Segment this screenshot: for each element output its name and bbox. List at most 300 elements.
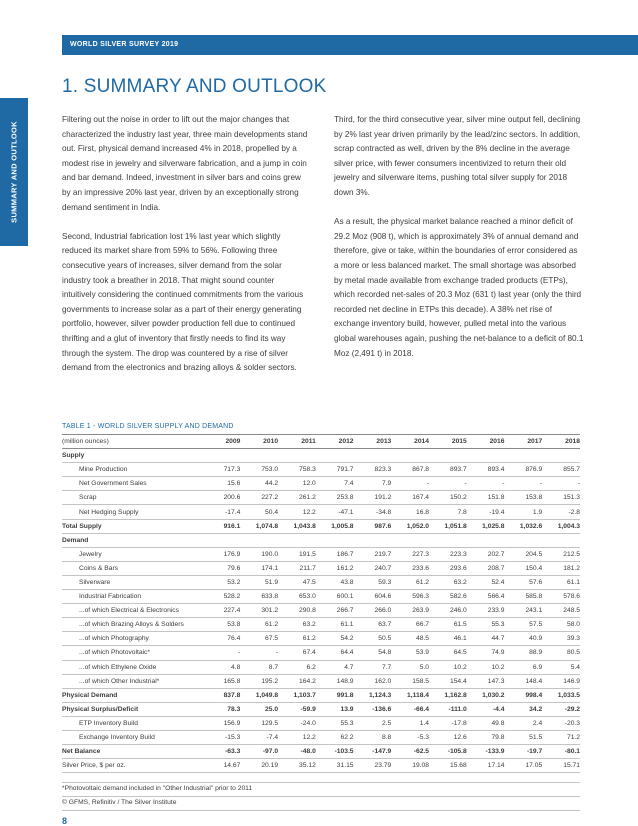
table-row xyxy=(62,632,580,646)
year-header: 2010 xyxy=(263,438,279,446)
table-cell: 253.8 xyxy=(336,494,354,502)
table-cell: 266.0 xyxy=(374,607,392,615)
table-cell: 44.2 xyxy=(265,480,279,488)
table-cell: 31.15 xyxy=(336,762,354,770)
table-cell: 61.2 xyxy=(265,621,279,629)
table-cell: 63.2 xyxy=(302,621,316,629)
table-cell: 186.7 xyxy=(336,550,354,558)
table-cell: 791.7 xyxy=(336,466,354,474)
table-row xyxy=(62,590,580,604)
divider xyxy=(62,782,580,783)
table-cell: 66.7 xyxy=(415,621,429,629)
table-cell: 855.7 xyxy=(563,466,580,474)
table-body xyxy=(62,449,580,773)
table-cell: 153.8 xyxy=(525,494,543,502)
row-label: ...of which Photovoltaic* xyxy=(79,649,150,657)
table-cell: 7.9 xyxy=(381,480,392,488)
table-cell xyxy=(504,533,542,547)
table-cell xyxy=(467,449,505,463)
table-cell: 243.1 xyxy=(525,607,543,615)
table-cell: 1,004.3 xyxy=(557,522,580,530)
table-row xyxy=(62,491,580,505)
table-cell: 55.3 xyxy=(491,621,505,629)
table-cell: 51.5 xyxy=(529,734,543,742)
table-cell xyxy=(278,449,316,463)
table-cell: 16.8 xyxy=(415,508,429,516)
table-cell: 233.9 xyxy=(487,607,505,615)
table-cell: 61.5 xyxy=(453,621,467,629)
table-cell: 49.8 xyxy=(491,719,505,727)
table-cell: 998.4 xyxy=(525,691,543,699)
table-row xyxy=(62,730,580,744)
table-cell: 176.9 xyxy=(223,550,241,558)
table-cell: -5.3 xyxy=(417,734,429,742)
table-cell xyxy=(504,449,542,463)
table-cell: 64.4 xyxy=(340,649,354,657)
table-cell: 148.4 xyxy=(525,677,543,685)
table-cell: 991.8 xyxy=(336,691,354,699)
table-cell: 151.8 xyxy=(487,494,505,502)
table-cell: 604.6 xyxy=(374,593,392,601)
row-label: ...of which Ethylene Oxide xyxy=(79,663,157,671)
table-row xyxy=(62,745,580,759)
table-cell: 582.6 xyxy=(449,593,467,601)
table-cell: - xyxy=(464,480,467,488)
table-cell: -105.8 xyxy=(447,748,467,756)
table-cell: 208.7 xyxy=(487,564,505,572)
table-cell: 5.4 xyxy=(570,663,580,671)
year-header: 2013 xyxy=(376,438,392,446)
table-cell: 202.7 xyxy=(487,550,505,558)
year-header: 2016 xyxy=(489,438,505,446)
table-cell: 17.14 xyxy=(487,762,505,770)
table-cell: 528.2 xyxy=(223,593,241,601)
table-row xyxy=(62,575,580,589)
paragraph: Second, Industrial fabrication lost 1% last year which slightly reduced its market share from 59% to 56%. Following three consecutive years of increases, silver demand from the solar industry took a breather in 2018. That might sound counter intuitively considering the continued commitments from the various governments to increase solar as a part of their energy generating portfolio, however, silver powder production fell due to continued thrifting and a glut of inventory that firstly needs to find its way through the system. The drop was countered by a rise of silver demand from the electronics and brazing alloys & solder sectors. xyxy=(62,231,304,373)
table-cell: -59.9 xyxy=(300,705,316,713)
table-cell: 151.3 xyxy=(563,494,580,502)
table-cell xyxy=(542,449,580,463)
table-cell xyxy=(278,533,316,547)
table-cell: 1,049.8 xyxy=(255,691,279,699)
table-cell: 893.4 xyxy=(487,466,505,474)
year-header: 2014 xyxy=(414,438,429,446)
table-cell: 47.5 xyxy=(302,578,316,586)
table-cell: 64.5 xyxy=(453,649,467,657)
table-cell: 190.0 xyxy=(261,550,279,558)
table-row xyxy=(62,759,580,773)
table-cell: 293.6 xyxy=(449,564,467,572)
table-cell xyxy=(391,449,429,463)
row-label: Silverware xyxy=(79,578,111,586)
table-cell: 585.8 xyxy=(525,593,543,601)
table-cell: 4.8 xyxy=(231,663,241,671)
table-cell: -29.2 xyxy=(564,705,580,713)
table-cell: 12.6 xyxy=(453,734,467,742)
table-cell: 1,043.8 xyxy=(293,522,316,530)
row-label: Physical Demand xyxy=(62,691,118,699)
paragraph: Filtering out the noise in order to lift out the major changes that characterized the industry last year, three main developments stand out. First, physical demand increased 4% in 2018, propelled by a modest rise in jewelry and silverware fabrication, and a jump in coin and bar demand. Indeed, investment in silver bars and coins grew by an impressive 20% last year, driven by an exceptionally strong demand sentiment in India. xyxy=(62,115,308,212)
table-cell: 7.8 xyxy=(457,508,467,516)
table-cell: 53.9 xyxy=(415,649,429,657)
row-label: Net Hedging Supply xyxy=(79,508,139,516)
table-cell: -147.9 xyxy=(372,748,392,756)
table-cell: 62.2 xyxy=(340,734,354,742)
table-cell xyxy=(316,449,354,463)
table-title: TABLE 1 - WORLD SILVER SUPPLY AND DEMAND xyxy=(62,423,234,430)
table-cell: -17.4 xyxy=(225,508,241,516)
table-cell: 893.7 xyxy=(449,466,467,474)
table-cell: 191.5 xyxy=(299,550,316,558)
table-cell: 219.7 xyxy=(374,550,392,558)
table-cell: -103.5 xyxy=(334,748,354,756)
row-label: ...of which Other Industrial* xyxy=(79,677,160,685)
table-cell: 52.4 xyxy=(491,578,505,586)
table-cell: 61.1 xyxy=(566,578,580,586)
table-cell: 916.1 xyxy=(223,522,241,530)
table-cell: 1.4 xyxy=(419,719,429,727)
table-row xyxy=(62,716,580,730)
table-cell: 2.5 xyxy=(381,719,392,727)
table-row xyxy=(62,561,580,575)
table-cell: 1,025.8 xyxy=(482,522,505,530)
table-cell: 88.9 xyxy=(529,649,543,657)
table-cell: 1,030.2 xyxy=(482,691,505,699)
table-cell: 13.9 xyxy=(340,705,354,713)
year-header: 2015 xyxy=(451,438,467,446)
table-cell: 50.5 xyxy=(378,635,392,643)
table-cell: 867.8 xyxy=(412,466,429,474)
table-row xyxy=(62,547,580,561)
row-label: Silver Price, $ per oz. xyxy=(62,762,126,770)
table-cell: -136.6 xyxy=(372,705,392,713)
row-label: Demand xyxy=(62,536,89,544)
page-title: 1. SUMMARY AND OUTLOOK xyxy=(62,76,327,97)
table-cell: 233.6 xyxy=(412,564,429,572)
table-cell: 14.67 xyxy=(223,762,241,770)
table-cell: 12.0 xyxy=(302,480,316,488)
table-cell: 40.9 xyxy=(529,635,543,643)
table-row xyxy=(62,702,580,716)
table-cell: 301.2 xyxy=(261,607,279,615)
table-cell: 10.2 xyxy=(453,663,467,671)
table-cell xyxy=(240,533,278,547)
row-label: Net Government Sales xyxy=(79,480,147,488)
table-cell: 53.2 xyxy=(227,578,241,586)
table-cell: 174.1 xyxy=(261,564,279,572)
table-cell: -34.8 xyxy=(376,508,392,516)
table-cell: - xyxy=(426,480,429,488)
table-cell: 78.3 xyxy=(227,705,241,713)
table-cell: 35.12 xyxy=(299,762,316,770)
table-cell: 10.2 xyxy=(491,663,505,671)
table-cell: 596.3 xyxy=(412,593,429,601)
table-cell: 633.8 xyxy=(261,593,279,601)
supply-demand-table xyxy=(62,434,580,773)
table-cell: -19.7 xyxy=(526,748,543,756)
table-cell: 25.0 xyxy=(265,705,279,713)
table-cell: 54.2 xyxy=(340,635,354,643)
row-label: ETP Inventory Build xyxy=(79,719,138,727)
table-row xyxy=(62,688,580,702)
table-cell: -47.1 xyxy=(338,508,354,516)
table-cell: 61.2 xyxy=(415,578,429,586)
table-cell: 566.4 xyxy=(487,593,505,601)
table-cell: 48.5 xyxy=(415,635,429,643)
row-label: ...of which Photography xyxy=(79,635,149,643)
table-cell: -20.3 xyxy=(564,719,580,727)
table-cell: 6.9 xyxy=(532,663,543,671)
table-cell: 876.9 xyxy=(525,466,543,474)
table-cell: 54.8 xyxy=(378,649,392,657)
table-cell: 1,074.8 xyxy=(255,522,279,530)
table-cell: 1,033.5 xyxy=(557,691,580,699)
table-cell: 19.08 xyxy=(412,762,429,770)
table-cell: 61.2 xyxy=(302,635,316,643)
table-cell: 164.2 xyxy=(299,677,316,685)
year-header: 2017 xyxy=(527,438,543,446)
table-cell: 212.5 xyxy=(563,550,580,558)
text-column-left xyxy=(62,113,309,390)
table-cell: 5.0 xyxy=(419,663,429,671)
table-cell: 162.0 xyxy=(374,677,392,685)
table-cell: - xyxy=(502,480,505,488)
table-row xyxy=(62,618,580,632)
table-cell xyxy=(542,533,580,547)
table-cell: 61.1 xyxy=(340,621,354,629)
table-cell xyxy=(354,533,392,547)
table-cell: 600.1 xyxy=(336,593,354,601)
table-row xyxy=(62,533,580,547)
table-cell: -19.4 xyxy=(489,508,505,516)
table-cell: 227.3 xyxy=(412,550,429,558)
header-bar xyxy=(62,35,638,55)
table-cell: 156.9 xyxy=(223,719,241,727)
table-cell xyxy=(212,533,240,547)
table-cell: 55.3 xyxy=(340,719,354,727)
table-cell: 165.8 xyxy=(223,677,241,685)
table-cell xyxy=(240,449,278,463)
year-header: 2011 xyxy=(301,438,316,446)
table-cell: -24.0 xyxy=(300,719,316,727)
table-cell: 67.5 xyxy=(265,635,279,643)
table-cell: 57.6 xyxy=(529,578,543,586)
table-cell: 578.6 xyxy=(563,593,580,601)
page-number: 8 xyxy=(62,816,68,826)
row-label: ...of which Electrical & Electronics xyxy=(79,607,179,615)
table-cell: 1,124.3 xyxy=(368,691,392,699)
table-cell: 837.8 xyxy=(223,691,241,699)
table-cell: -111.0 xyxy=(448,705,467,713)
table-cell: 191.2 xyxy=(374,494,392,502)
table-cell: 129.5 xyxy=(261,719,279,727)
table-row xyxy=(62,477,580,491)
year-header: 2012 xyxy=(338,438,354,446)
table-cell xyxy=(212,449,240,463)
table-row xyxy=(62,449,580,463)
table-cell xyxy=(391,533,429,547)
table-cell: 8.7 xyxy=(268,663,279,671)
table-cell xyxy=(354,449,392,463)
table-cell: 263.9 xyxy=(412,607,429,615)
table-header-row xyxy=(62,435,580,449)
table-cell: 15.68 xyxy=(449,762,467,770)
table-cell: 181.2 xyxy=(563,564,580,572)
table-row xyxy=(62,505,580,519)
table-cell: 12.2 xyxy=(302,508,316,516)
table-cell: 4.7 xyxy=(344,663,354,671)
table-cell: 154.4 xyxy=(449,677,467,685)
row-label: Industrial Fabrication xyxy=(79,593,142,601)
unit-label: (million ounces) xyxy=(62,438,109,446)
row-label: Total Supply xyxy=(62,522,102,530)
table-cell: 58.0 xyxy=(566,621,580,629)
table-cell: 76.4 xyxy=(227,635,241,643)
table-row xyxy=(62,674,580,688)
table-cell: 146.9 xyxy=(563,677,580,685)
table-cell: -66.4 xyxy=(413,705,429,713)
table-cell: 20.19 xyxy=(261,762,279,770)
table-cell: -63.3 xyxy=(225,748,241,756)
table-cell: 44.7 xyxy=(491,635,505,643)
table-cell: 753.0 xyxy=(261,466,279,474)
table-cell: 57.5 xyxy=(529,621,543,629)
row-label: Supply xyxy=(62,452,85,460)
side-section-label: SUMMARY AND OUTLOOK xyxy=(9,121,19,223)
table-row xyxy=(62,604,580,618)
table-cell: 167.4 xyxy=(412,494,429,502)
table-cell: 53.8 xyxy=(227,621,241,629)
table-cell: 148.9 xyxy=(336,677,354,685)
table-cell: -4.4 xyxy=(492,705,505,713)
table-cell: 1,032.6 xyxy=(519,522,543,530)
table-cell: 823.3 xyxy=(374,466,392,474)
table-cell: 200.6 xyxy=(223,494,241,502)
table-cell: -62.5 xyxy=(413,748,429,756)
table-cell: 150.2 xyxy=(449,494,467,502)
table-cell: 1,118.4 xyxy=(407,691,429,699)
table-cell: 1,103.7 xyxy=(293,691,316,699)
table-cell: -80.1 xyxy=(564,748,580,756)
table-cell: 211.7 xyxy=(299,564,316,572)
table-row xyxy=(62,646,580,660)
year-header: 2018 xyxy=(565,438,580,446)
table-row xyxy=(62,519,580,533)
table-cell: 1.9 xyxy=(532,508,543,516)
row-label: Net Balance xyxy=(62,748,101,756)
table-cell: 15.71 xyxy=(563,762,580,770)
row-label: Exchange Inventory Build xyxy=(79,734,155,742)
table-cell: -97.0 xyxy=(262,748,279,756)
table-cell: 51.9 xyxy=(265,578,279,586)
table-cell: -133.9 xyxy=(485,748,505,756)
table-cell: 161.2 xyxy=(336,564,354,572)
table-cell: -48.0 xyxy=(300,748,316,756)
table-cell xyxy=(429,449,467,463)
table-cell: 1,051.8 xyxy=(444,522,467,530)
table-cell: 7.4 xyxy=(344,480,354,488)
year-header: 2009 xyxy=(225,438,241,446)
table-footnote: *Photovoltaic demand included in "Other Industrial" prior to 2011 xyxy=(62,785,253,792)
table-cell: 1,162.8 xyxy=(444,691,467,699)
text-column-right xyxy=(334,113,584,376)
table-cell: 17.05 xyxy=(525,762,543,770)
table-cell: 223.3 xyxy=(449,550,467,558)
paragraph: As a result, the physical market balance reached a minor deficit of 29.2 Moz (908 t), which is approximately 3% of annual demand and therefore, give or take, within the boundaries of error considered as a more or less balanced market. The small shortage was absorbed by metal made available from exchange traded products (ETPs), which recorded net-sales of 20.3 Moz (631 t) last year (only the third recorded net decline in ETPs this decade). A 38% net rise of exchange inventory build, however, pulled metal into the various global warehouses again, pushing the net-balance to a deficit of 80.1 Moz (2,491 t) in 2018. xyxy=(334,217,584,358)
table-cell: 195.2 xyxy=(261,677,279,685)
table-cell: -2.8 xyxy=(568,508,580,516)
table-cell: -15.3 xyxy=(225,734,241,742)
table-cell: - xyxy=(238,649,241,657)
header-title: WORLD SILVER SURVEY 2019 xyxy=(70,41,179,48)
table-cell: 46.1 xyxy=(453,635,467,643)
table-cell: 80.5 xyxy=(566,649,580,657)
table-row xyxy=(62,463,580,477)
table-cell xyxy=(429,533,467,547)
row-label: ...of which Brazing Alloys & Solders xyxy=(79,621,184,629)
table-cell: 246.0 xyxy=(449,607,467,615)
table-cell: 12.2 xyxy=(302,734,316,742)
table-cell: 227.2 xyxy=(261,494,279,502)
table-cell: 248.5 xyxy=(563,607,580,615)
table-cell: 240.7 xyxy=(374,564,392,572)
table-cell: 6.2 xyxy=(306,663,316,671)
table-cell: 50.4 xyxy=(265,508,279,516)
table-cell: 204.5 xyxy=(525,550,543,558)
table-cell xyxy=(316,533,354,547)
table-cell: 158.5 xyxy=(412,677,429,685)
table-cell: -7.4 xyxy=(266,734,279,742)
table-cell: 67.4 xyxy=(302,649,316,657)
table-cell: 8.8 xyxy=(381,734,392,742)
table-cell: 34.2 xyxy=(529,705,543,713)
table-cell: 43.8 xyxy=(340,578,354,586)
table-cell: 63.2 xyxy=(453,578,467,586)
table-cell: 15.6 xyxy=(227,480,241,488)
table-cell: 39.3 xyxy=(566,635,580,643)
table-cell: 79.8 xyxy=(491,734,505,742)
table-cell: 266.7 xyxy=(336,607,354,615)
row-label: Physical Surplus/Deficit xyxy=(62,705,139,713)
table-cell: 150.4 xyxy=(525,564,543,572)
table-cell: 74.9 xyxy=(491,649,505,657)
table-cell: - xyxy=(577,480,580,488)
table-cell: 261.2 xyxy=(299,494,316,502)
table-cell: 2.4 xyxy=(532,719,543,727)
table-cell: -17.8 xyxy=(451,719,467,727)
table-cell: 23.79 xyxy=(374,762,392,770)
table-cell: 79.6 xyxy=(227,564,241,572)
row-label: Coins & Bars xyxy=(79,564,119,572)
table-cell: 758.3 xyxy=(299,466,316,474)
table-cell: 227.4 xyxy=(223,607,241,615)
row-label: Mine Production xyxy=(79,466,128,474)
row-label: Scrap xyxy=(79,494,97,502)
table-cell: 147.3 xyxy=(487,677,505,685)
table-cell: 987.6 xyxy=(374,522,392,530)
table-cell: 59.3 xyxy=(378,578,392,586)
table-cell: - xyxy=(539,480,543,488)
table-cell xyxy=(467,533,505,547)
table-cell: - xyxy=(275,649,279,657)
paragraph: Third, for the third consecutive year, silver mine output fell, declining by 2% last year driven primarily by the lead/zinc sectors. In addition, scrap contracted as well, driven by the 8% decline in the average silver price, with fewer consumers incentivized to return their old jewelry and silverware items, pushing total silver supply for 2018 down 3%. xyxy=(334,115,581,197)
table-cell: 63.7 xyxy=(378,621,392,629)
table-cell: 1,052.0 xyxy=(406,522,429,530)
divider xyxy=(62,810,580,811)
divider xyxy=(62,796,580,797)
side-section-tab xyxy=(0,98,28,246)
table-cell: 717.3 xyxy=(223,466,241,474)
